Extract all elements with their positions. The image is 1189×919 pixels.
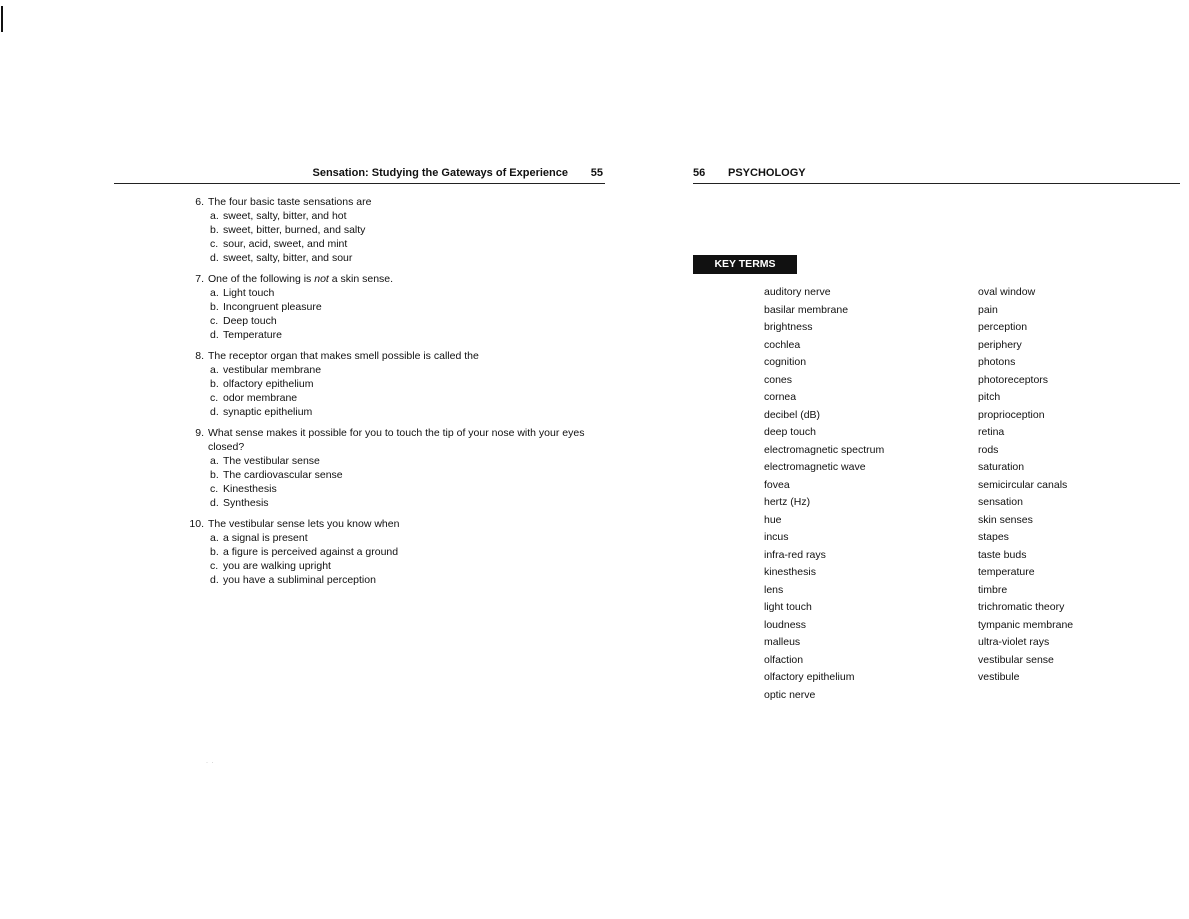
key-term: electromagnetic spectrum xyxy=(764,443,885,456)
key-term: vestibular sense xyxy=(978,653,1054,666)
answer-option xyxy=(208,454,614,468)
question-number: 7. xyxy=(195,273,204,285)
question-stem xyxy=(208,272,614,286)
answer-option xyxy=(208,405,614,419)
key-term: auditory nerve xyxy=(764,286,831,298)
option-text: sweet, bitter, burned, and salty xyxy=(223,224,366,236)
question-10 xyxy=(184,517,614,587)
key-term: taste buds xyxy=(978,548,1027,561)
option-text: The vestibular sense xyxy=(223,455,320,467)
stem-emphasis: not xyxy=(314,273,329,285)
question-8 xyxy=(184,349,614,419)
key-term: loudness xyxy=(764,618,807,631)
question-stem: What sense makes it possible for you to touch the tip of your nose with your eyes closed? xyxy=(208,427,585,453)
question-stem: The receptor organ that makes smell possible is called the xyxy=(208,350,479,362)
option-letter: d. xyxy=(210,252,219,264)
option-letter: c. xyxy=(210,560,219,572)
option-letter: a. xyxy=(210,210,219,222)
answer-option xyxy=(208,363,614,377)
option-letter: b. xyxy=(210,301,219,313)
key-term: olfaction xyxy=(764,653,804,666)
key-term: incus xyxy=(764,531,789,543)
option-text: a signal is present xyxy=(223,532,308,544)
key-term: deep touch xyxy=(764,426,816,438)
option-text: synaptic epithelium xyxy=(223,406,313,418)
key-term: skin senses xyxy=(978,513,1033,526)
option-letter: c. xyxy=(210,315,219,327)
key-term: decibel (dB) xyxy=(764,408,821,421)
option-letter: d. xyxy=(210,329,219,341)
option-text: vestibular membrane xyxy=(223,364,322,376)
key-term: saturation xyxy=(978,461,1025,473)
option-text: sweet, salty, bitter, and hot xyxy=(223,210,347,222)
key-terms-column-1 xyxy=(764,285,884,705)
key-term: tympanic membrane xyxy=(978,618,1074,631)
question-number: 10. xyxy=(189,518,204,530)
question-number: 8. xyxy=(195,350,204,362)
option-letter: a. xyxy=(210,364,219,376)
key-term: fovea xyxy=(764,478,790,491)
answer-option xyxy=(208,314,614,328)
option-letter: a. xyxy=(210,287,219,299)
key-term: basilar membrane xyxy=(764,303,849,316)
page-edge-mark xyxy=(1,6,3,32)
key-term: temperature xyxy=(978,566,1035,578)
option-text: sweet, salty, bitter, and sour xyxy=(223,252,353,264)
key-term: sensation xyxy=(978,496,1023,508)
key-term: trichromatic theory xyxy=(978,601,1065,613)
answer-option xyxy=(208,209,614,223)
key-term: cornea xyxy=(764,391,797,403)
key-term: perception xyxy=(978,321,1028,333)
key-term: cochlea xyxy=(764,338,801,351)
answer-option xyxy=(208,545,614,559)
option-text: odor membrane xyxy=(223,392,298,404)
quiz-questions xyxy=(184,195,614,594)
option-text: Incongruent pleasure xyxy=(223,301,322,313)
option-letter: c. xyxy=(210,238,219,250)
right-page-header xyxy=(693,167,1180,184)
scan-specks: · · xyxy=(206,760,214,766)
answer-option xyxy=(208,223,614,237)
option-text: olfactory epithelium xyxy=(223,378,314,390)
option-letter: d. xyxy=(210,497,219,509)
key-term: oval window xyxy=(978,286,1036,298)
answer-option xyxy=(208,300,614,314)
option-text: Light touch xyxy=(223,287,275,299)
key-term: lens xyxy=(764,583,784,596)
option-letter: d. xyxy=(210,406,219,418)
key-term: vestibule xyxy=(978,671,1020,683)
option-text: Temperature xyxy=(223,329,282,341)
key-term: retina xyxy=(978,426,1005,438)
stem-part: One of the following is xyxy=(208,273,315,285)
left-page-number: 55 xyxy=(590,167,603,179)
option-text: you have a subliminal perception xyxy=(223,574,376,586)
key-term: proprioception xyxy=(978,408,1045,421)
key-term: brightness xyxy=(764,321,813,333)
key-term: photoreceptors xyxy=(978,373,1049,386)
left-running-title: Sensation: Studying the Gateways of Experience xyxy=(312,167,568,179)
option-text: The cardiovascular sense xyxy=(223,469,343,481)
option-letter: a. xyxy=(210,455,219,467)
key-term: pain xyxy=(978,303,998,316)
key-term: photons xyxy=(978,356,1016,368)
answer-option xyxy=(208,377,614,391)
option-letter: b. xyxy=(210,469,219,481)
key-term: periphery xyxy=(978,338,1022,351)
key-term: semicircular canals xyxy=(978,478,1068,491)
option-text: you are walking upright xyxy=(223,560,331,572)
answer-option xyxy=(208,559,614,573)
answer-option xyxy=(208,237,614,251)
answer-option xyxy=(208,286,614,300)
key-terms-column-2 xyxy=(978,285,1073,688)
key-term: ultra-violet rays xyxy=(978,636,1050,648)
key-term: kinesthesis xyxy=(764,566,816,578)
key-term: infra-red rays xyxy=(764,548,826,561)
answer-option xyxy=(208,391,614,405)
key-term: cones xyxy=(764,373,793,386)
key-term: cognition xyxy=(764,356,807,368)
option-text: Synthesis xyxy=(223,497,269,509)
option-text: Deep touch xyxy=(223,315,277,327)
right-running-title: PSYCHOLOGY xyxy=(728,167,806,179)
question-number: 6. xyxy=(195,196,204,208)
option-letter: c. xyxy=(210,392,219,404)
key-term: olfactory epithelium xyxy=(764,671,855,683)
key-term: pitch xyxy=(978,391,1001,403)
answer-option xyxy=(208,531,614,545)
key-terms-heading: KEY TERMS xyxy=(693,255,797,274)
question-6 xyxy=(184,195,614,265)
option-text: Kinesthesis xyxy=(223,483,277,495)
key-term: malleus xyxy=(764,636,801,648)
answer-option xyxy=(208,573,614,587)
key-term: rods xyxy=(978,443,999,456)
key-term: hue xyxy=(764,513,782,526)
answer-option xyxy=(208,496,614,510)
answer-option xyxy=(208,468,614,482)
option-letter: b. xyxy=(210,546,219,558)
right-page-number: 56 xyxy=(693,167,706,179)
question-stem: The vestibular sense lets you know when xyxy=(208,518,400,530)
question-7 xyxy=(184,272,614,342)
key-term: light touch xyxy=(764,601,812,613)
answer-option xyxy=(208,251,614,265)
option-text: sour, acid, sweet, and mint xyxy=(223,238,348,250)
answer-option xyxy=(208,482,614,496)
answer-option xyxy=(208,328,614,342)
key-term: stapes xyxy=(978,531,1009,543)
key-term: optic nerve xyxy=(764,688,816,701)
key-term: electromagnetic wave xyxy=(764,461,866,473)
option-text: a figure is perceived against a ground xyxy=(223,546,399,558)
left-page-header xyxy=(114,167,605,184)
question-number: 9. xyxy=(195,427,204,439)
option-letter: b. xyxy=(210,224,219,236)
key-term: hertz (Hz) xyxy=(764,496,811,508)
question-stem: The four basic taste sensations are xyxy=(208,196,372,208)
key-term: timbre xyxy=(978,583,1008,596)
option-letter: d. xyxy=(210,574,219,586)
option-letter: c. xyxy=(210,483,219,495)
stem-part: a skin sense. xyxy=(328,273,394,285)
option-letter: a. xyxy=(210,532,219,544)
question-9 xyxy=(184,426,614,510)
option-letter: b. xyxy=(210,378,219,390)
